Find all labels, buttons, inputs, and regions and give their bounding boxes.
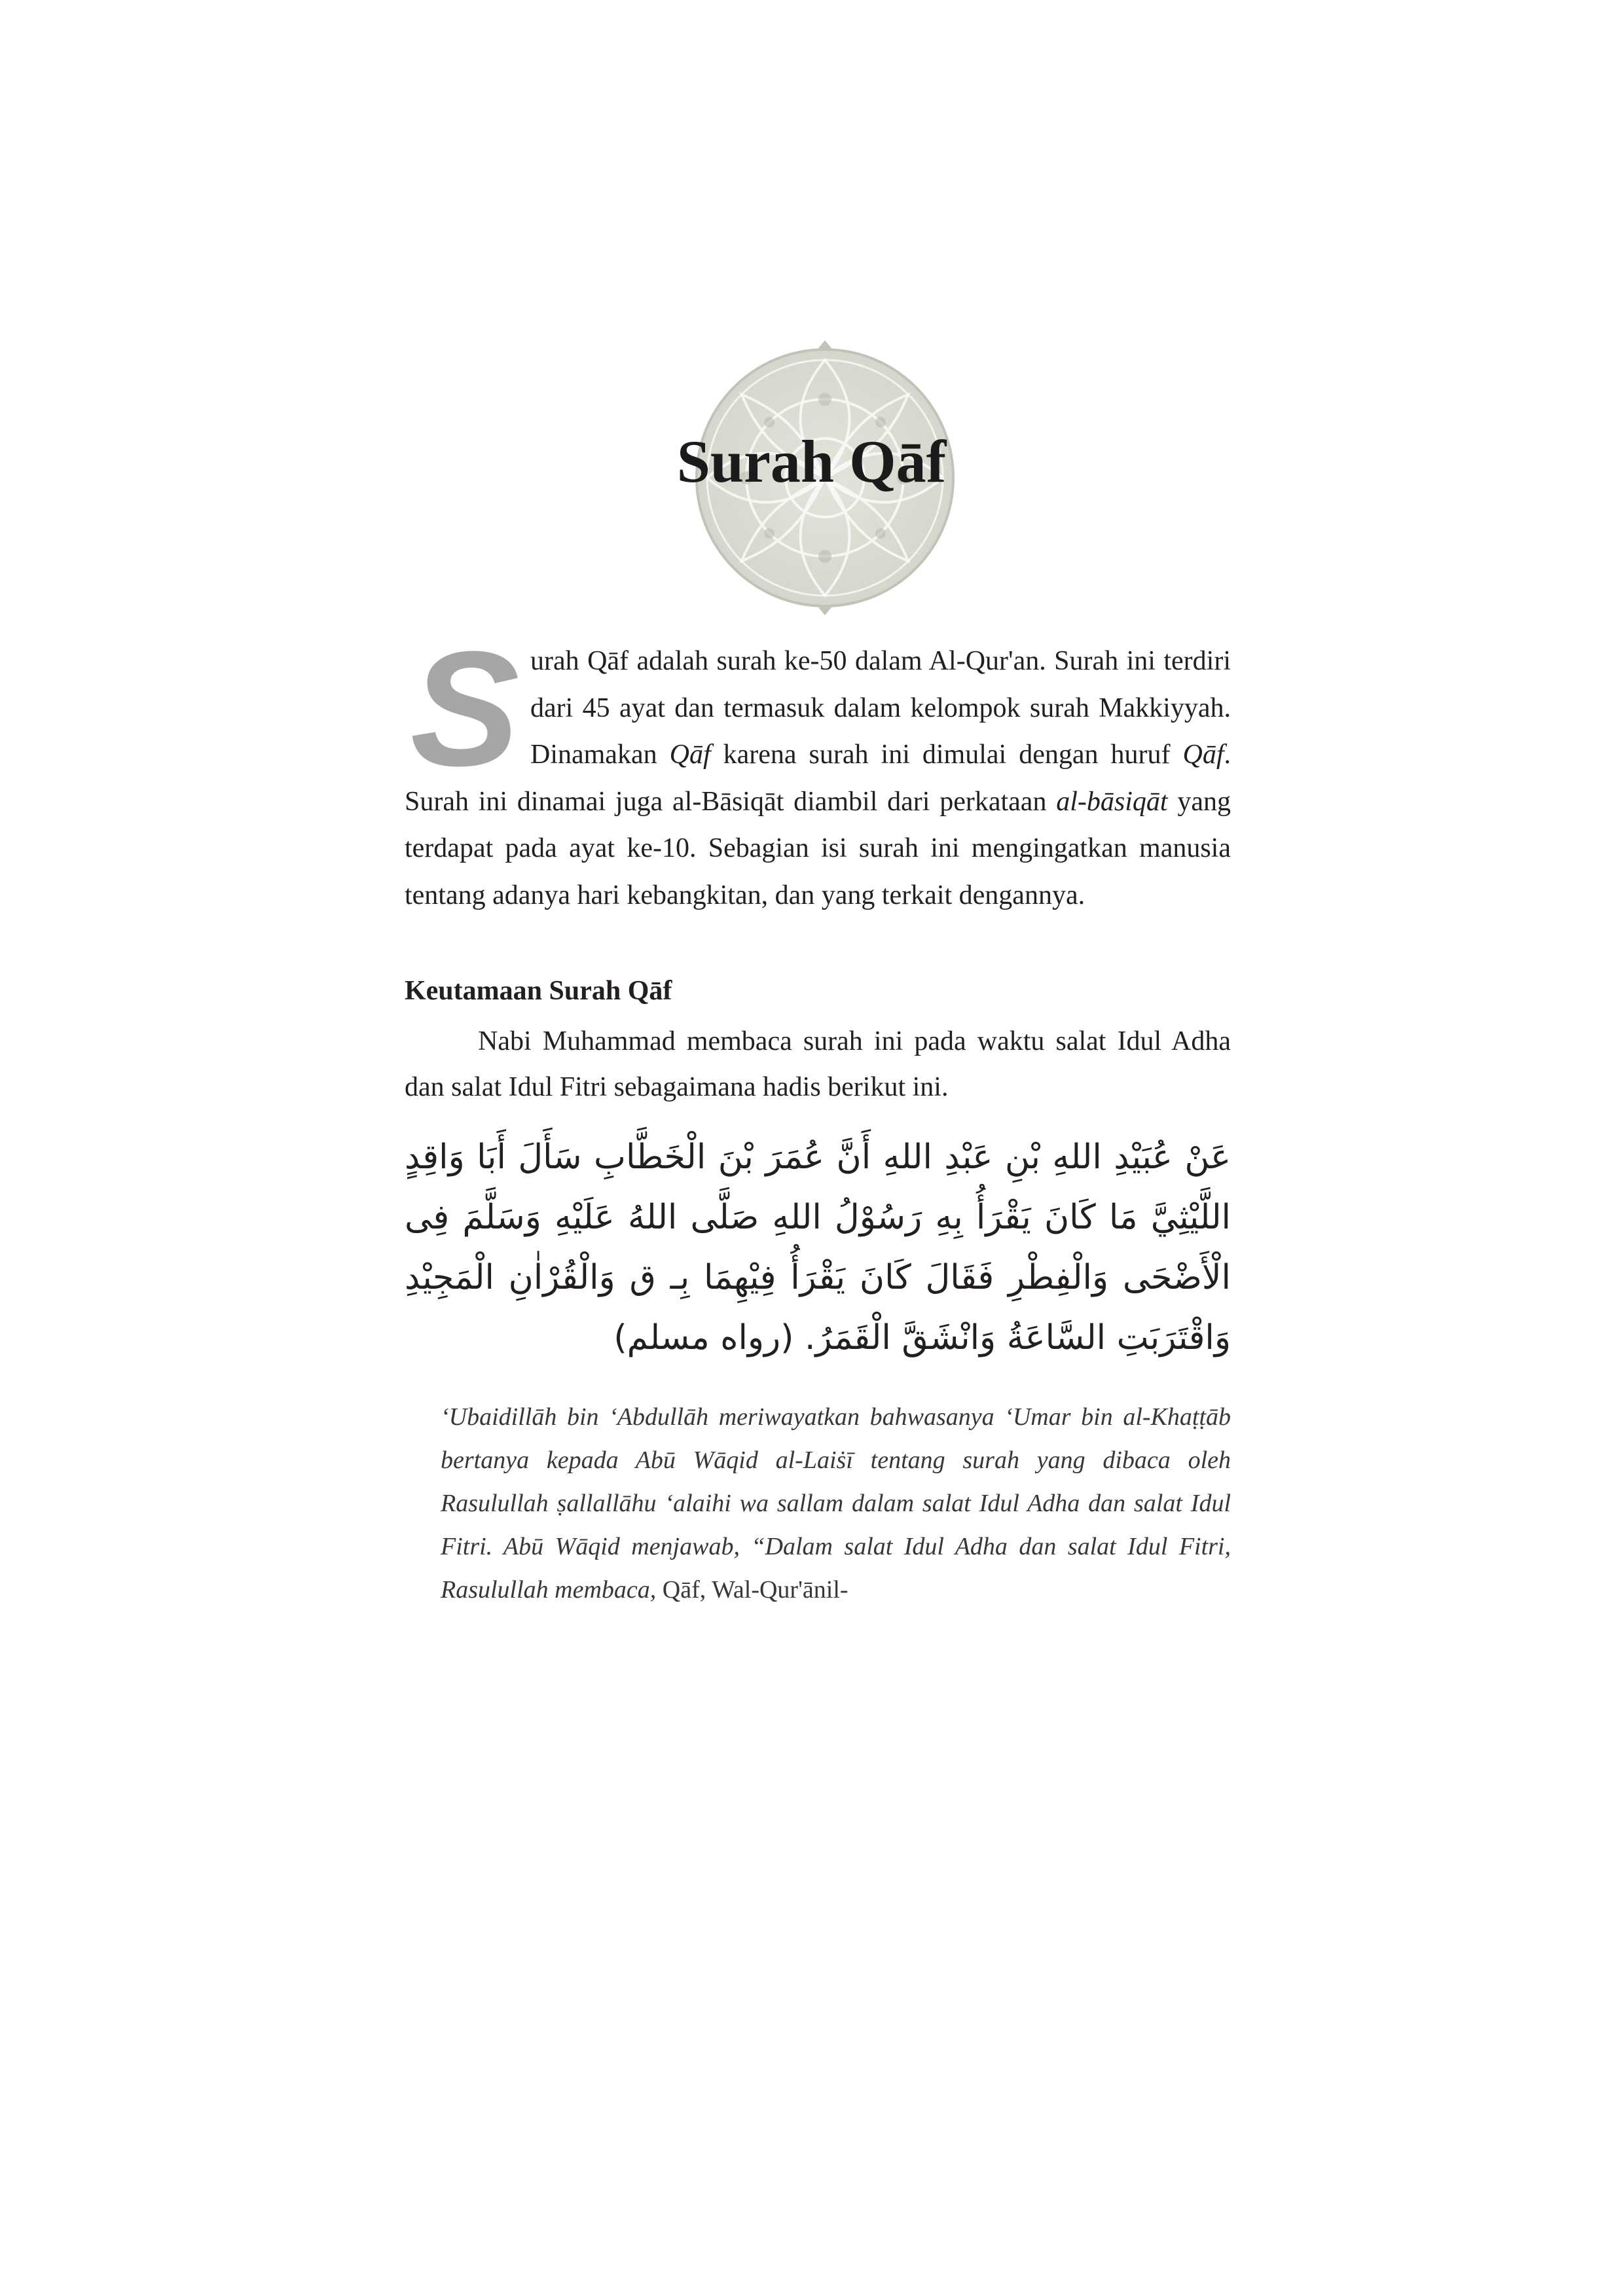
- section-paragraph: Nabi Muhammad membaca surah ini pada waktu salat Idul Adha dan salat Idul Fitri sebagaimana hadis berikut ini.: [405, 1026, 1231, 1102]
- main-content: [405, 638, 1231, 1611]
- intro-text-4: yang terdapat pada ayat ke-10. Sebagian isi surah ini mengingatkan manusia tentang adanya hari kebangkitan, dan yang terkait dengannya.: [405, 786, 1231, 910]
- hadith-translation: [441, 1395, 1231, 1611]
- intro-text-2: karena surah ini dimulai dengan huruf: [710, 740, 1183, 770]
- drop-cap: [405, 641, 522, 778]
- page-title: Surah Qāf: [676, 428, 947, 495]
- intro-text-1: urah Qāf adalah surah ke-50 dalam Al-Qur'an. Surah ini terdiri dari 45 ayat dan termasuk dalam kelompok surah Makkiyyah. Dinamakan: [530, 646, 1231, 770]
- intro-emphasis-3: al-bāsiqāt: [1056, 786, 1168, 817]
- intro-text-3: . Surah ini dinamai juga al-Bāsiqāt diambil dari perkataan: [405, 740, 1231, 817]
- section-heading: Keutamaan Surah Qāf: [405, 976, 672, 1006]
- drop-cap-letter: S: [410, 641, 520, 778]
- intro-emphasis-2: Qāf: [1182, 740, 1224, 770]
- arabic-hadith: عَنْ عُبَيْدِ اللهِ بْنِ عَبْدِ اللهِ أَنَّ عُمَرَ بْنَ الْخَطَّابِ سَأَلَ أَبَا وَاقِدٍ اللَّيْثِيَّ مَا كَانَ يَقْرَأُ بِهِ رَسُوْلُ اللهِ صَلَّى اللهُ عَلَيْهِ وَسَلَّمَ فِى الْأَضْحَى وَالْفِطْرِ فَقَالَ كَانَ يَقْرَأُ فِيْهِمَا بِـ ق وَالْقُرْاٰنِ الْمَجِيْدِ وَاقْتَرَبَتِ السَّاعَةُ وَانْشَقَّ الْقَمَرُ. (رواه مسلم): [405, 1138, 1231, 1357]
- intro-emphasis-1: Qāf: [669, 740, 711, 770]
- translation-upright-text: Qāf, Wal-Qur'ānil-: [656, 1576, 848, 1604]
- intro-paragraph: [405, 638, 1231, 919]
- translation-italic-text: ‘Ubaidillāh bin ‘Abdullāh meriwayatkan bahwasanya ‘Umar bin al-Khaṭṭāb bertanya kepada Abū Wāqid al-Laiṡī tentang surah yang dibaca oleh Rasulullah ṣallallāhu ‘alaihi wa sallam dalam salat Idul Adha dan salat Idul Fitri. Abū Wāqid menjawab, “Dalam salat Idul Adha dan salat Idul Fitri, Rasulullah membaca,: [441, 1403, 1231, 1604]
